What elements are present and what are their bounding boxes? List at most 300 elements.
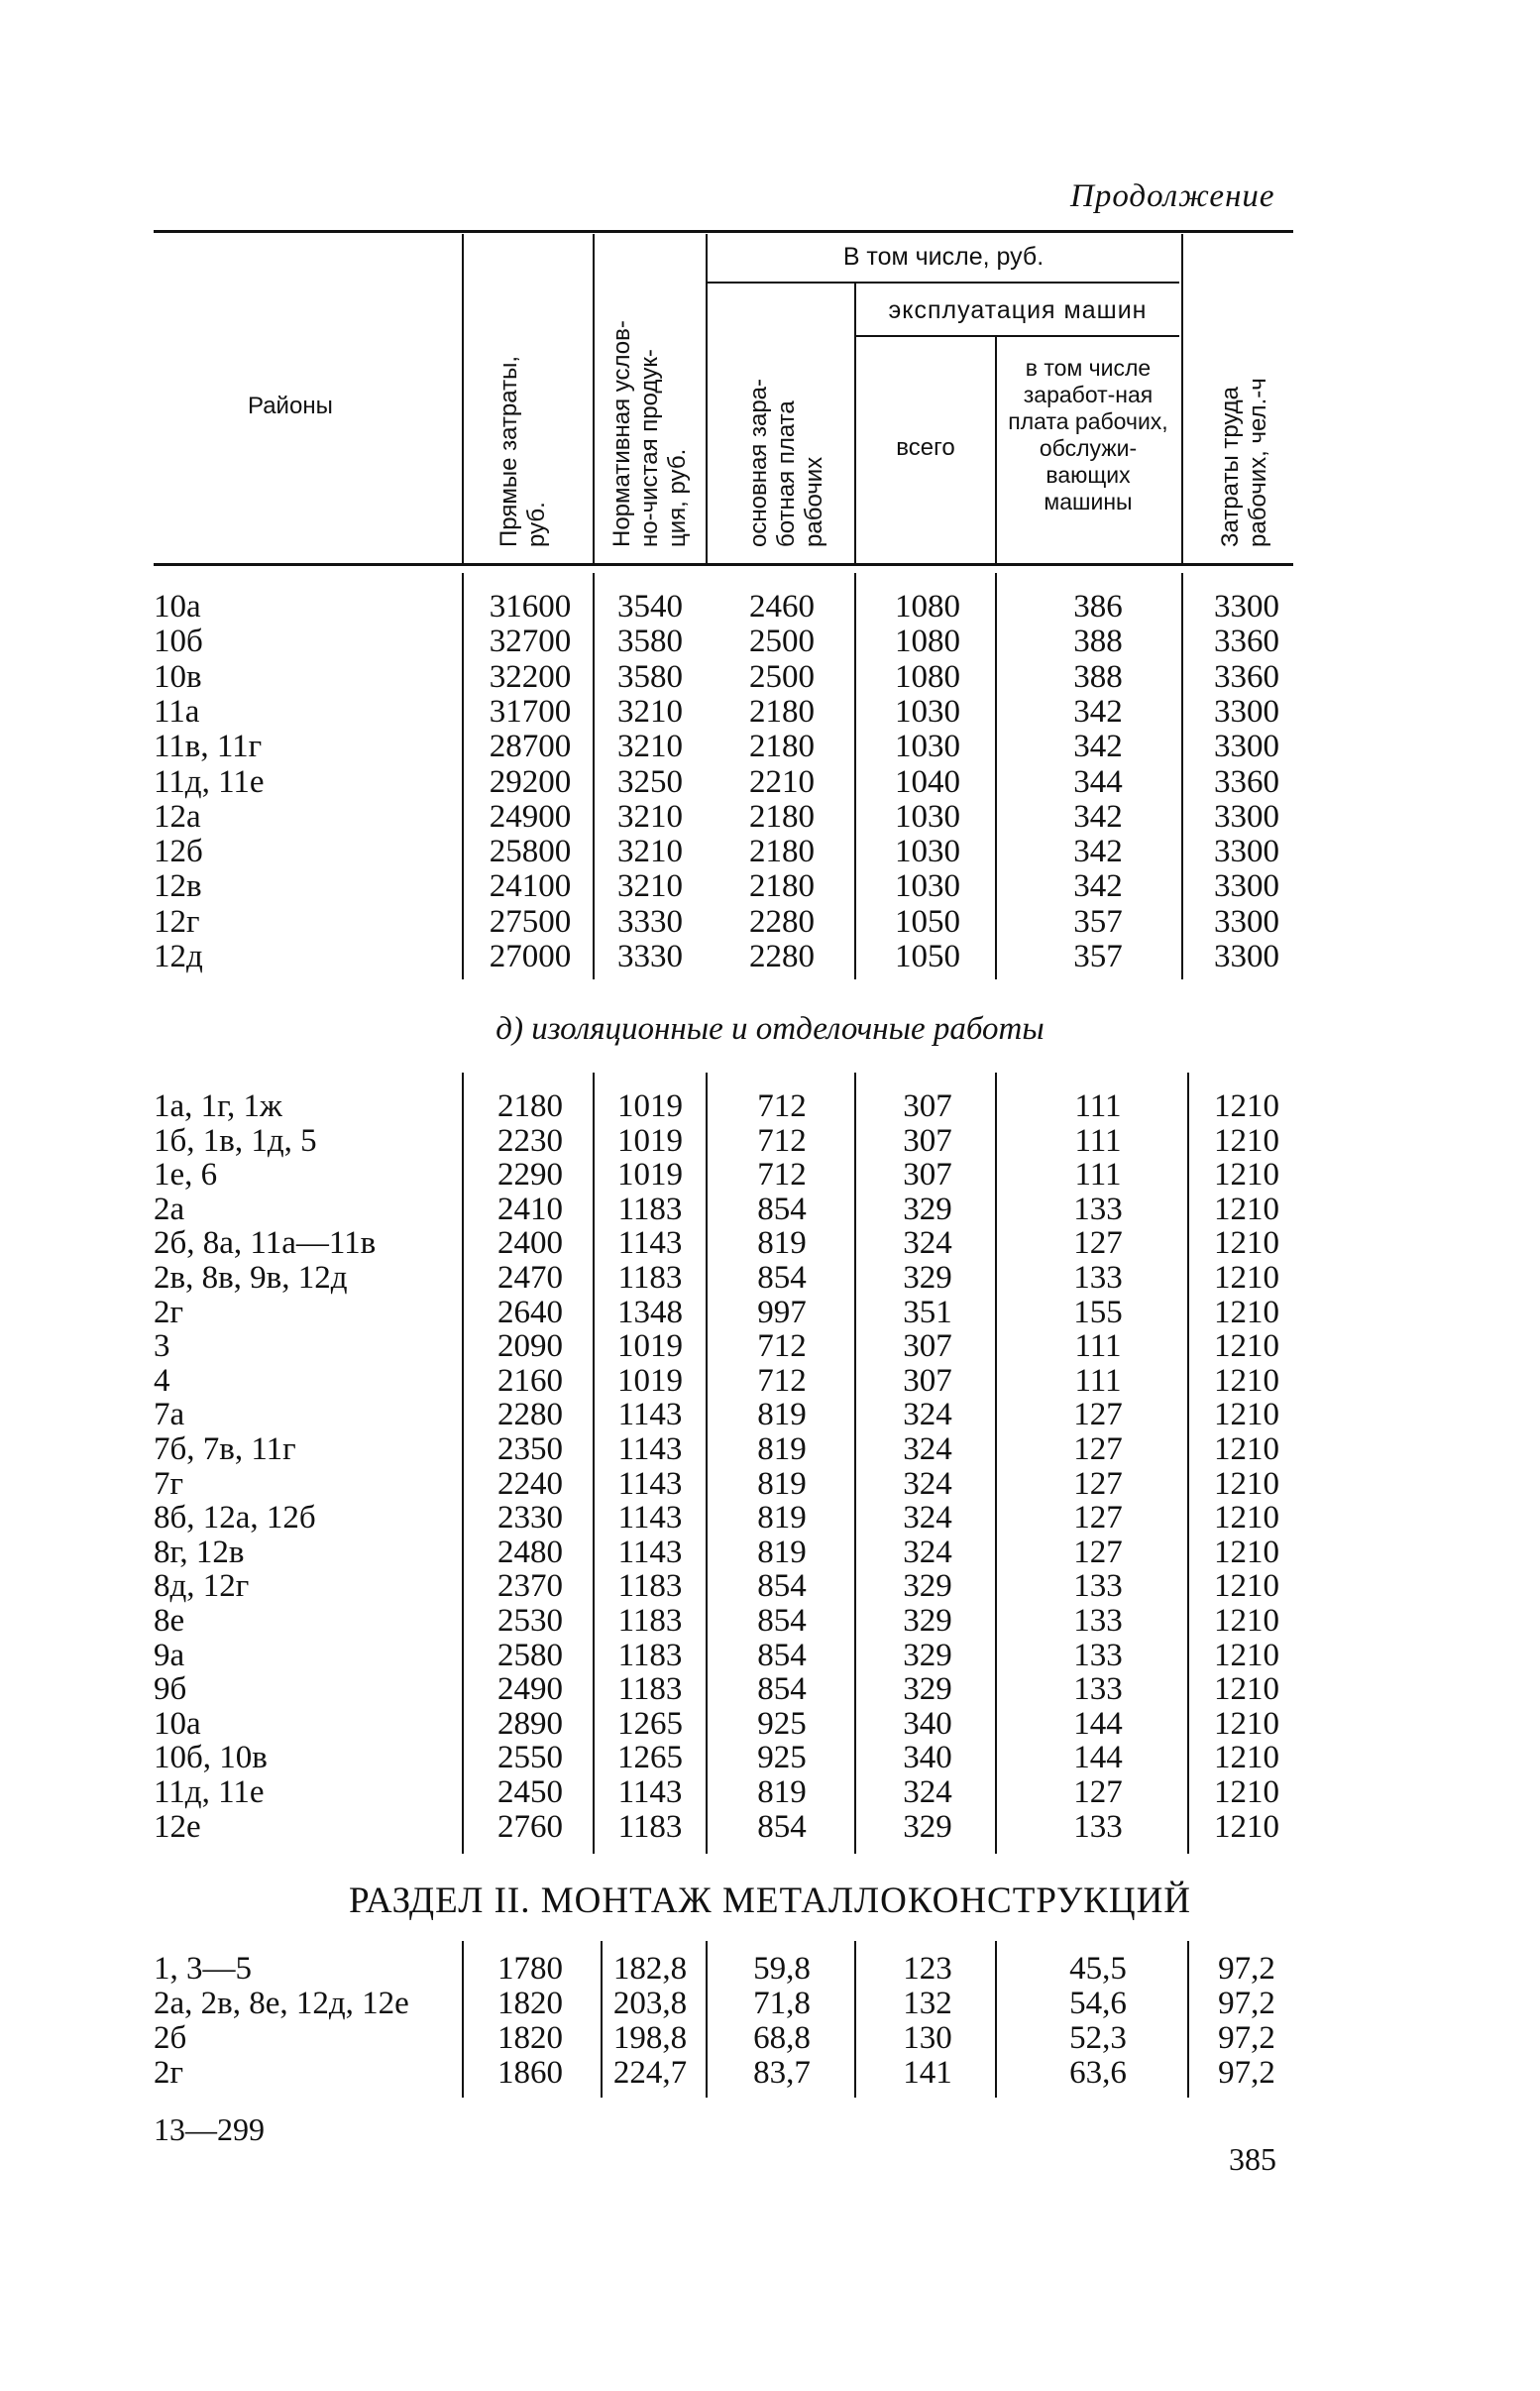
cell-wages: 2180	[749, 798, 815, 835]
cell-incl: 133	[1073, 1191, 1123, 1227]
cell-incl: 127	[1073, 1225, 1123, 1262]
cell-norm: 1143	[617, 1431, 683, 1467]
cell-labor: 1210	[1214, 1362, 1279, 1399]
cell-norm: 224,7	[612, 2055, 688, 2091]
cell-direct: 2160	[497, 1362, 563, 1399]
cell-direct: 2890	[497, 1705, 563, 1742]
cell-incl: 52,3	[1069, 2020, 1127, 2056]
cell-direct: 1820	[497, 1986, 563, 2021]
cell-total: 329	[903, 1671, 952, 1708]
cell-incl: 342	[1073, 868, 1123, 905]
cell-direct: 2470	[497, 1260, 563, 1296]
cell-norm: 1019	[617, 1122, 683, 1159]
cell-incl: 357	[1073, 903, 1123, 940]
cell-wages: 2280	[749, 939, 815, 974]
cell-labor: 97,2	[1218, 1951, 1275, 1987]
cell-total: 307	[903, 1088, 952, 1124]
cell-region: 1б, 1в, 1д, 5	[154, 1122, 317, 1159]
cell-incl: 144	[1073, 1740, 1123, 1776]
cell-wages: 2500	[749, 658, 815, 695]
cell-incl: 127	[1073, 1534, 1123, 1570]
header-normative-product: Нормативная услов- но-чистая продук- ция, руб.	[608, 320, 691, 547]
cell-region: 8б, 12а, 12б	[154, 1500, 316, 1537]
header-labor: Затраты труда рабочих, чел.-ч	[1217, 378, 1271, 547]
cell-wages: 819	[757, 1397, 807, 1433]
cell-direct: 2230	[497, 1122, 563, 1159]
cell-total: 329	[903, 1568, 952, 1605]
cell-labor: 3300	[1214, 589, 1279, 625]
section-2-title: РАЗДЕЛ II. МОНТАЖ МЕТАЛЛОКОНСТРУКЦИЙ	[348, 1880, 1192, 1921]
cell-direct: 27000	[489, 939, 572, 974]
cell-direct: 2760	[497, 1808, 563, 1845]
cell-norm: 3210	[617, 834, 683, 870]
cell-wages: 925	[757, 1740, 807, 1776]
header-divider-5	[995, 337, 997, 563]
cell-wages: 2180	[749, 693, 815, 730]
cell-incl: 111	[1074, 1362, 1122, 1399]
cell-region: 11а	[154, 693, 200, 730]
table-row	[0, 1568, 1540, 1604]
cell-direct: 1780	[497, 1951, 563, 1987]
table-row	[0, 1706, 1540, 1742]
cell-wages: 2180	[749, 729, 815, 765]
cell-direct: 2490	[497, 1671, 563, 1708]
cell-direct: 2240	[497, 1465, 563, 1502]
continuation-label: Продолжение	[1070, 178, 1275, 214]
table-row	[0, 1363, 1540, 1399]
cell-labor: 1210	[1214, 1740, 1279, 1776]
group-machines-rule	[856, 335, 1179, 337]
cell-labor: 1210	[1214, 1328, 1279, 1365]
table-row	[0, 939, 1540, 974]
cell-norm: 3210	[617, 798, 683, 835]
cell-norm: 198,8	[612, 2020, 688, 2056]
cell-labor: 3360	[1214, 624, 1279, 660]
cell-region: 2г	[154, 1294, 184, 1330]
cell-region: 2в, 8в, 9в, 12д	[154, 1260, 348, 1296]
cell-incl: 133	[1073, 1808, 1123, 1845]
cell-norm: 1143	[617, 1225, 683, 1262]
cell-labor: 1210	[1214, 1260, 1279, 1296]
cell-region: 9б	[154, 1671, 187, 1708]
cell-wages: 854	[757, 1260, 807, 1296]
header-machines-incl-wages: в том числе заработ-ная плата рабочих, обслужи-вающих машины	[1008, 355, 1168, 514]
table-row	[0, 1431, 1540, 1467]
cell-labor: 3300	[1214, 834, 1279, 870]
cell-wages: 819	[757, 1225, 807, 1262]
cell-labor: 1210	[1214, 1500, 1279, 1537]
cell-region: 10б, 10в	[154, 1740, 268, 1776]
cell-direct: 2090	[497, 1328, 563, 1365]
cell-region: 2б	[154, 2020, 187, 2056]
cell-norm: 1143	[617, 1534, 683, 1570]
cell-incl: 357	[1073, 939, 1123, 974]
cell-wages: 819	[757, 1534, 807, 1570]
cell-norm: 1183	[617, 1191, 683, 1227]
cell-norm: 1019	[617, 1088, 683, 1124]
cell-labor: 1210	[1214, 1465, 1279, 1502]
cell-total: 307	[903, 1362, 952, 1399]
table-row	[0, 2020, 1540, 2056]
cell-total: 1030	[895, 868, 960, 905]
cell-region: 11д, 11е	[154, 1774, 265, 1810]
cell-total: 1030	[895, 693, 960, 730]
cell-total: 329	[903, 1603, 952, 1639]
cell-direct: 2330	[497, 1500, 563, 1537]
cell-wages: 59,8	[753, 1951, 811, 1987]
header-regions: Районы	[248, 393, 333, 419]
table-row	[0, 1192, 1540, 1227]
cell-direct: 2480	[497, 1534, 563, 1570]
cell-wages: 83,7	[753, 2055, 811, 2091]
table-row	[0, 1500, 1540, 1536]
cell-incl: 342	[1073, 834, 1123, 870]
cell-wages: 2280	[749, 903, 815, 940]
table-row	[0, 1225, 1540, 1261]
cell-direct: 2400	[497, 1225, 563, 1262]
cell-region: 12е	[154, 1808, 201, 1845]
cell-total: 340	[903, 1740, 952, 1776]
cell-labor: 3300	[1214, 693, 1279, 730]
cell-incl: 111	[1074, 1157, 1122, 1194]
cell-wages: 712	[757, 1088, 807, 1124]
table-row	[0, 868, 1540, 904]
table-row	[0, 1157, 1540, 1193]
table-row	[0, 1328, 1540, 1364]
cell-wages: 68,8	[753, 2020, 811, 2056]
cell-wages: 2180	[749, 868, 815, 905]
cell-incl: 111	[1074, 1122, 1122, 1159]
cell-region: 1е, 6	[154, 1157, 218, 1194]
table-row	[0, 729, 1540, 764]
table-row	[0, 1638, 1540, 1673]
cell-direct: 1820	[497, 2020, 563, 2056]
cell-direct: 2530	[497, 1603, 563, 1639]
cell-wages: 854	[757, 1191, 807, 1227]
cell-total: 329	[903, 1191, 952, 1227]
table-row	[0, 904, 1540, 940]
table-row	[0, 799, 1540, 835]
header-direct-costs: Прямые затраты, руб.	[495, 356, 550, 547]
table-row	[0, 659, 1540, 695]
header-divider-1	[462, 234, 464, 563]
cell-total: 324	[903, 1500, 952, 1537]
cell-wages: 712	[757, 1362, 807, 1399]
cell-norm: 182,8	[612, 1951, 688, 1987]
cell-total: 307	[903, 1157, 952, 1194]
table-row	[0, 624, 1540, 659]
cell-wages: 819	[757, 1500, 807, 1537]
cell-region: 12д	[154, 939, 203, 974]
cell-norm: 1265	[617, 1705, 683, 1742]
header-divider-4	[854, 284, 856, 563]
cell-incl: 388	[1073, 624, 1123, 660]
cell-incl: 386	[1073, 589, 1123, 625]
cell-region: 2г	[154, 2055, 184, 2091]
cell-norm: 1143	[617, 1397, 683, 1433]
cell-norm: 3580	[617, 624, 683, 660]
cell-total: 340	[903, 1705, 952, 1742]
cell-wages: 2210	[749, 763, 815, 800]
cell-labor: 97,2	[1218, 2055, 1275, 2091]
cell-wages: 2180	[749, 834, 815, 870]
cell-incl: 111	[1074, 1328, 1122, 1365]
cell-region: 12в	[154, 868, 202, 905]
cell-labor: 3300	[1214, 939, 1279, 974]
cell-region: 3	[154, 1328, 170, 1365]
cell-norm: 1143	[617, 1465, 683, 1502]
cell-region: 12а	[154, 798, 201, 835]
cell-norm: 1019	[617, 1362, 683, 1399]
cell-direct: 24100	[489, 868, 572, 905]
table-row	[0, 764, 1540, 800]
cell-norm: 1183	[617, 1603, 683, 1639]
header-divider-2	[593, 234, 595, 563]
cell-region: 1, 3—5	[154, 1951, 252, 1987]
table-row	[0, 1535, 1540, 1570]
cell-total: 130	[903, 2020, 952, 2056]
cell-incl: 133	[1073, 1671, 1123, 1708]
cell-norm: 1265	[617, 1740, 683, 1776]
cell-region: 11в, 11г	[154, 729, 263, 765]
header-top-rule	[154, 230, 1293, 233]
cell-total: 351	[903, 1294, 952, 1330]
cell-region: 2б, 8а, 11а—11в	[154, 1225, 377, 1262]
cell-labor: 3300	[1214, 798, 1279, 835]
table-row	[0, 1986, 1540, 2021]
cell-total: 123	[903, 1951, 952, 1987]
cell-total: 1080	[895, 658, 960, 695]
cell-incl: 144	[1073, 1705, 1123, 1742]
cell-wages: 71,8	[753, 1986, 811, 2021]
table-row	[0, 1774, 1540, 1810]
cell-norm: 3210	[617, 868, 683, 905]
header-bottom-rule	[154, 563, 1293, 566]
cell-direct: 2290	[497, 1157, 563, 1194]
header-wages: основная зара- ботная плата рабочих	[745, 378, 827, 547]
cell-incl: 133	[1073, 1260, 1123, 1296]
table-row	[0, 1671, 1540, 1707]
cell-labor: 1210	[1214, 1568, 1279, 1605]
cell-labor: 97,2	[1218, 1986, 1275, 2021]
cell-norm: 3540	[617, 589, 683, 625]
cell-labor: 3300	[1214, 903, 1279, 940]
cell-labor: 1210	[1214, 1431, 1279, 1467]
cell-direct: 32700	[489, 624, 572, 660]
cell-region: 7б, 7в, 11г	[154, 1431, 296, 1467]
table-row	[0, 1466, 1540, 1502]
cell-region: 7г	[154, 1465, 184, 1502]
table-row	[0, 1123, 1540, 1159]
cell-region: 8е	[154, 1603, 185, 1639]
cell-region: 4	[154, 1362, 170, 1399]
cell-total: 324	[903, 1534, 952, 1570]
cell-total: 132	[903, 1986, 952, 2021]
cell-labor: 1210	[1214, 1705, 1279, 1742]
cell-incl: 133	[1073, 1568, 1123, 1605]
cell-total: 1030	[895, 834, 960, 870]
cell-labor: 3360	[1214, 658, 1279, 695]
cell-incl: 342	[1073, 693, 1123, 730]
cell-total: 1040	[895, 763, 960, 800]
cell-incl: 133	[1073, 1603, 1123, 1639]
cell-labor: 3360	[1214, 763, 1279, 800]
cell-total: 307	[903, 1328, 952, 1365]
cell-norm: 1348	[617, 1294, 683, 1330]
cell-labor: 97,2	[1218, 2020, 1275, 2056]
cell-total: 324	[903, 1397, 952, 1433]
cell-direct: 32200	[489, 658, 572, 695]
cell-labor: 1210	[1214, 1534, 1279, 1570]
cell-direct: 1860	[497, 2055, 563, 2091]
cell-labor: 1210	[1214, 1637, 1279, 1673]
table-row	[0, 1740, 1540, 1775]
cell-incl: 127	[1073, 1500, 1123, 1537]
cell-total: 141	[903, 2055, 952, 2091]
table-row	[0, 1603, 1540, 1639]
table-row	[0, 2055, 1540, 2091]
cell-total: 1030	[895, 729, 960, 765]
cell-region: 8г, 12в	[154, 1534, 245, 1570]
cell-wages: 854	[757, 1568, 807, 1605]
cell-incl: 342	[1073, 798, 1123, 835]
cell-direct: 2350	[497, 1431, 563, 1467]
cell-total: 1080	[895, 589, 960, 625]
cell-direct: 24900	[489, 798, 572, 835]
cell-wages: 2460	[749, 589, 815, 625]
cell-labor: 1210	[1214, 1294, 1279, 1330]
cell-direct: 28700	[489, 729, 572, 765]
cell-wages: 819	[757, 1465, 807, 1502]
cell-incl: 127	[1073, 1465, 1123, 1502]
cell-direct: 2370	[497, 1568, 563, 1605]
cell-incl: 54,6	[1069, 1986, 1127, 2021]
header-divider-6	[1181, 234, 1183, 563]
cell-norm: 3330	[617, 903, 683, 940]
table-row	[0, 1295, 1540, 1330]
printer-signature: 13—299	[154, 2111, 265, 2147]
cell-direct: 29200	[489, 763, 572, 800]
cell-direct: 31600	[489, 589, 572, 625]
cell-labor: 1210	[1214, 1774, 1279, 1810]
cell-norm: 1183	[617, 1260, 683, 1296]
cell-total: 324	[903, 1774, 952, 1810]
cell-direct: 2580	[497, 1637, 563, 1673]
cell-incl: 127	[1073, 1774, 1123, 1810]
cell-norm: 3330	[617, 939, 683, 974]
cell-direct: 2410	[497, 1191, 563, 1227]
cell-labor: 1210	[1214, 1122, 1279, 1159]
cell-incl: 155	[1073, 1294, 1123, 1330]
header-incl-group: В том числе, руб.	[842, 243, 1045, 271]
cell-region: 12г	[154, 903, 200, 940]
cell-region: 8д, 12г	[154, 1568, 250, 1605]
cell-incl: 63,6	[1069, 2055, 1127, 2091]
cell-norm: 1019	[617, 1157, 683, 1194]
cell-direct: 27500	[489, 903, 572, 940]
cell-region: 1а, 1г, 1ж	[154, 1088, 282, 1124]
cell-labor: 1210	[1214, 1671, 1279, 1708]
cell-incl: 344	[1073, 763, 1123, 800]
cell-norm: 3210	[617, 693, 683, 730]
cell-labor: 1210	[1214, 1191, 1279, 1227]
table-row	[0, 1951, 1540, 1987]
cell-wages: 819	[757, 1431, 807, 1467]
cell-direct: 2450	[497, 1774, 563, 1810]
cell-total: 307	[903, 1122, 952, 1159]
cell-norm: 1019	[617, 1328, 683, 1365]
cell-total: 324	[903, 1465, 952, 1502]
cell-total: 329	[903, 1808, 952, 1845]
table-row	[0, 694, 1540, 730]
cell-total: 1050	[895, 939, 960, 974]
cell-region: 11д, 11е	[154, 763, 265, 800]
section-d-title: д) изоляционные и отделочные работы	[495, 1011, 1045, 1047]
cell-direct: 2550	[497, 1740, 563, 1776]
cell-direct: 2180	[497, 1088, 563, 1124]
cell-labor: 1210	[1214, 1157, 1279, 1194]
page-number: 385	[1229, 2141, 1276, 2177]
cell-wages: 925	[757, 1705, 807, 1742]
cell-norm: 203,8	[612, 1986, 688, 2021]
cell-incl: 111	[1074, 1088, 1122, 1124]
cell-region: 2а, 2в, 8е, 12д, 12е	[154, 1986, 409, 2021]
cell-direct: 31700	[489, 693, 572, 730]
cell-incl: 45,5	[1069, 1951, 1127, 1987]
cell-wages: 854	[757, 1671, 807, 1708]
table-row	[0, 1088, 1540, 1124]
table-row	[0, 1397, 1540, 1432]
cell-labor: 1210	[1214, 1603, 1279, 1639]
cell-wages: 854	[757, 1637, 807, 1673]
cell-norm: 3250	[617, 763, 683, 800]
cell-region: 2а	[154, 1191, 185, 1227]
cell-region: 10в	[154, 658, 202, 695]
table-row	[0, 1260, 1540, 1296]
cell-norm: 1143	[617, 1774, 683, 1810]
cell-wages: 854	[757, 1603, 807, 1639]
cell-direct: 2640	[497, 1294, 563, 1330]
table-row	[0, 834, 1540, 869]
cell-region: 10б	[154, 624, 203, 660]
cell-norm: 1183	[617, 1808, 683, 1845]
cell-labor: 1210	[1214, 1397, 1279, 1433]
cell-wages: 819	[757, 1774, 807, 1810]
cell-wages: 712	[757, 1157, 807, 1194]
cell-wages: 712	[757, 1328, 807, 1365]
cell-region: 9а	[154, 1637, 185, 1673]
cell-region: 10а	[154, 1705, 201, 1742]
cell-direct: 2280	[497, 1397, 563, 1433]
cell-norm: 1143	[617, 1500, 683, 1537]
cell-region: 7а	[154, 1397, 185, 1433]
cell-labor: 1210	[1214, 1808, 1279, 1845]
header-machines-group: эксплуатация машин	[888, 296, 1148, 324]
cell-norm: 1183	[617, 1568, 683, 1605]
group-incl-rule	[708, 282, 1179, 284]
cell-total: 329	[903, 1260, 952, 1296]
cell-total: 324	[903, 1431, 952, 1467]
cell-norm: 1183	[617, 1671, 683, 1708]
cell-total: 324	[903, 1225, 952, 1262]
cell-incl: 342	[1073, 729, 1123, 765]
table-row	[0, 589, 1540, 625]
cell-norm: 1183	[617, 1637, 683, 1673]
cell-region: 12б	[154, 834, 203, 870]
cell-wages: 712	[757, 1122, 807, 1159]
table-row	[0, 1809, 1540, 1845]
cell-labor: 1210	[1214, 1088, 1279, 1124]
